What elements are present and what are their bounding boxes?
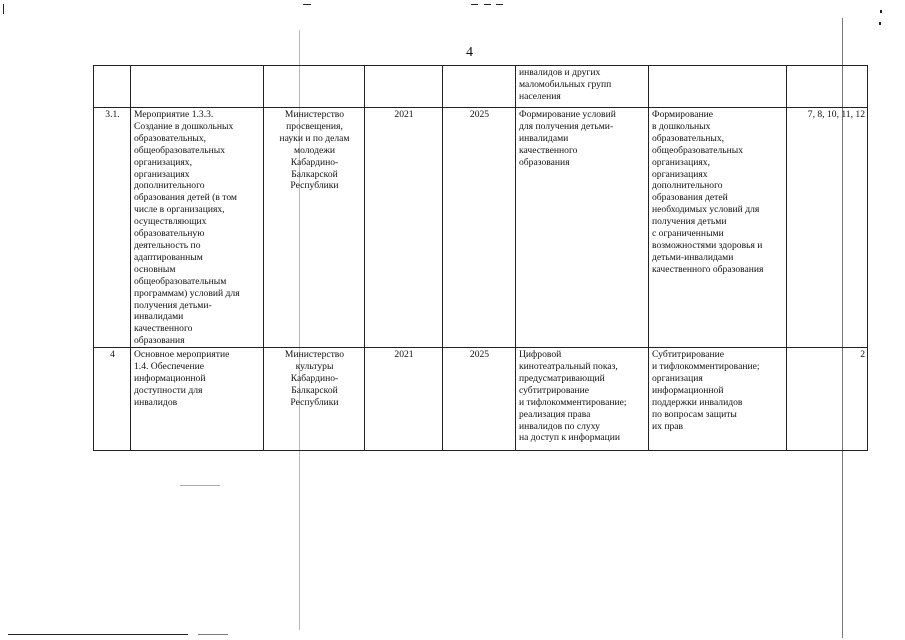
- cell-end-year: [443, 66, 516, 108]
- scan-dash: [471, 4, 478, 5]
- cell-line: Республики: [290, 396, 339, 408]
- table-row: [94, 108, 868, 348]
- cell-line: осуществляющих: [134, 216, 207, 228]
- cell-line: Цифровой: [519, 349, 562, 361]
- cell-line: 1.4. Обеспечение: [134, 361, 204, 373]
- cell-line: доступности для: [134, 384, 203, 396]
- scan-dot: [879, 22, 881, 25]
- cell-start-year: 2021: [365, 108, 443, 348]
- scan-dash: [496, 4, 503, 5]
- cell-line: реализация права: [519, 408, 591, 420]
- cell-result: [649, 108, 787, 348]
- cell-end-year: 2025: [443, 348, 516, 451]
- cell-line: Формирование условий: [519, 109, 616, 120]
- cell-line: образования: [134, 335, 185, 347]
- cell-line: кинотеатральный показ,: [519, 361, 618, 373]
- cell-line: образования детей (в том: [134, 192, 238, 204]
- cell-start-year: 2021: [365, 348, 443, 451]
- cell-line: субтитрирование: [519, 384, 590, 396]
- cell-line: информационной: [134, 372, 206, 384]
- table-row: [94, 348, 868, 451]
- cell-line: с ограниченными: [652, 228, 724, 240]
- cell-content: [516, 348, 649, 451]
- cell-line: инвалидами: [134, 311, 184, 323]
- cell-line: образования: [519, 156, 570, 168]
- table-row: [94, 66, 868, 108]
- cell-result: [649, 66, 787, 108]
- cell-line: возможностями здоровья и: [652, 239, 763, 251]
- cell-line: маломобильных групп: [519, 78, 612, 90]
- cell-number: 3.1.: [94, 108, 131, 348]
- scan-bottom-line: [8, 634, 188, 635]
- cell-line: поддержки инвалидов: [652, 396, 743, 408]
- cell-line: Республики: [290, 180, 339, 192]
- measures-table: [93, 65, 868, 451]
- cell-line: Кабардино-: [290, 372, 339, 384]
- cell-line: общеобразовательных: [134, 144, 225, 156]
- cell-start-year: [365, 66, 443, 108]
- cell-measure: [131, 108, 264, 348]
- cell-executor: [264, 108, 365, 348]
- cell-line: инвалидов и других: [519, 67, 601, 78]
- cell-line: информационной: [652, 384, 724, 396]
- cell-line: получения детьми: [652, 216, 727, 228]
- cell-line: культуры: [295, 361, 334, 373]
- cell-line: основным: [134, 263, 176, 275]
- scan-dash: [484, 4, 491, 5]
- cell-number: 4: [94, 348, 131, 451]
- cell-line: и тифлокомментирование;: [652, 361, 760, 373]
- cell-line: в дошкольных: [652, 120, 711, 132]
- scan-bottom-line: [198, 634, 228, 635]
- cell-line: деятельность по: [134, 239, 201, 251]
- cell-line: организациях,: [134, 156, 192, 168]
- cell-indicators: [787, 66, 868, 108]
- cell-line: Балкарской: [291, 384, 338, 396]
- scan-faint-line: [180, 485, 220, 486]
- cell-line: дополнительного: [652, 180, 723, 192]
- cell-line: организациях: [652, 168, 708, 180]
- cell-line: образования детей: [652, 192, 728, 204]
- cell-line: инвалидов по слуху: [519, 420, 600, 432]
- cell-line: и тифлокомментирование;: [519, 396, 627, 408]
- cell-indicators: 2: [787, 348, 868, 451]
- cell-line: детьми-инвалидами: [652, 251, 734, 263]
- cell-line: Формирование: [652, 109, 714, 120]
- cell-line: Мероприятие 1.3.3.: [134, 109, 214, 120]
- page-number: 4: [466, 45, 473, 60]
- cell-line: адаптированным: [134, 251, 203, 263]
- cell-executor: [264, 66, 365, 108]
- cell-result: [649, 348, 787, 451]
- cell-line: науки и по делам: [279, 132, 350, 144]
- cell-line: качественного образования: [652, 263, 764, 275]
- cell-line: получения детьми-: [134, 299, 212, 311]
- cell-line: на доступ к информации: [519, 432, 621, 444]
- cell-line: населения: [519, 90, 561, 102]
- cell-line: организация: [652, 372, 703, 384]
- cell-line: Кабардино-: [290, 156, 339, 168]
- cell-line: общеобразовательным: [134, 275, 227, 287]
- cell-line: образовательную: [134, 228, 205, 240]
- cell-line: их прав: [652, 420, 684, 432]
- cell-line: инвалидами: [519, 132, 569, 144]
- cell-line: Балкарской: [291, 168, 338, 180]
- cell-executor: [264, 348, 365, 451]
- cell-line: по вопросам защиты: [652, 408, 737, 420]
- cell-measure: [131, 348, 264, 451]
- cell-line: Субтитрирование: [652, 349, 725, 361]
- cell-line: качественного: [134, 323, 193, 335]
- cell-line: Министерство: [284, 349, 345, 361]
- cell-line: организациях: [134, 168, 190, 180]
- cell-line: необходимых условий для: [652, 204, 760, 216]
- cell-line: просвещения,: [286, 120, 343, 132]
- scan-edge-line: [3, 4, 4, 14]
- cell-line: числе в организациях,: [134, 204, 225, 216]
- cell-line: инвалидов: [134, 396, 178, 408]
- scan-dot: [880, 10, 882, 13]
- cell-line: общеобразовательных: [652, 144, 743, 156]
- cell-end-year: 2025: [443, 108, 516, 348]
- cell-line: качественного: [519, 144, 578, 156]
- cell-content: [516, 66, 649, 108]
- cell-line: дополнительного: [134, 180, 205, 192]
- cell-line: образовательных,: [134, 132, 207, 144]
- cell-line: программам) условий для: [134, 287, 240, 299]
- cell-number: [94, 66, 131, 108]
- cell-line: молодежи: [294, 144, 335, 156]
- cell-line: Министерство: [284, 109, 345, 120]
- cell-content: [516, 108, 649, 348]
- cell-line: для получения детьми-: [519, 120, 614, 132]
- cell-measure: [131, 66, 264, 108]
- cell-line: Основное мероприятие: [134, 349, 230, 361]
- cell-line: Создание в дошкольных: [134, 120, 234, 132]
- cell-line: образовательных,: [652, 132, 725, 144]
- cell-line: организациях,: [652, 156, 710, 168]
- cell-line: предусматривающий: [519, 372, 605, 384]
- scan-dash: [303, 4, 311, 5]
- cell-indicators: 7, 8, 10, 11, 12: [787, 108, 868, 348]
